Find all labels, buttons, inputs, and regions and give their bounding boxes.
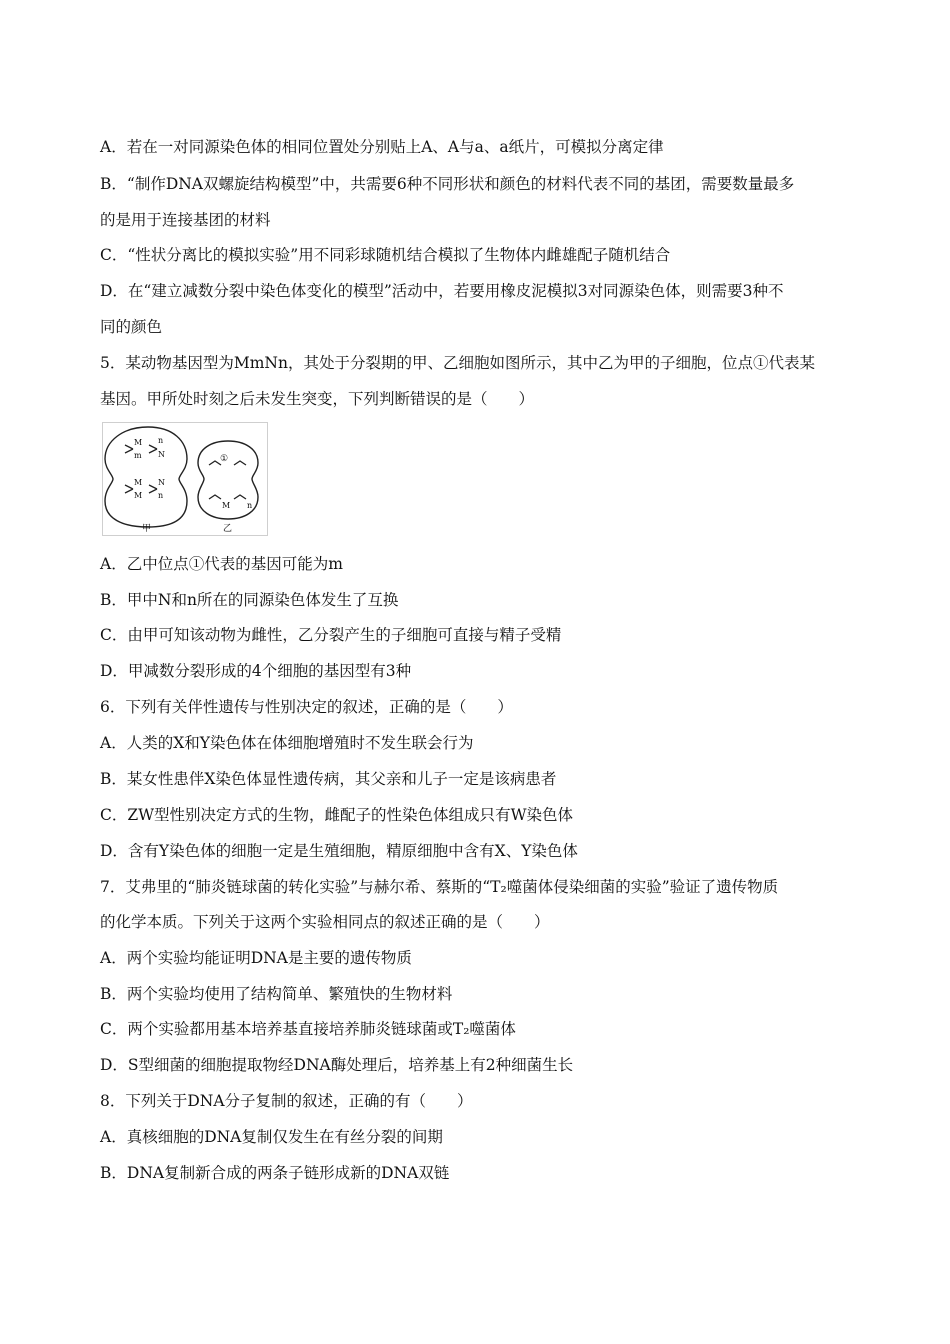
q8-stem: 8．下列关于DNA分子复制的叙述，正确的有（ ）	[100, 1092, 473, 1110]
q7-stem-line1: 7．艾弗里的“肺炎链球菌的转化实验”与赫尔希、蔡斯的“T₂噬菌体侵染细菌的实验”验证了遗传物质	[100, 878, 779, 896]
cell-division-figure	[102, 422, 268, 536]
cell-yi-chromosomes	[209, 461, 246, 499]
q4-option-c: C．“性状分离比的模拟实验”用不同彩球随机结合模拟了生物体内雌雄配子随机结合	[100, 246, 671, 264]
q7-option-a: A．两个实验均能证明DNA是主要的遗传物质	[100, 949, 412, 967]
q6-option-c: C．ZW型性别决定方式的生物，雌配子的性染色体组成只有W染色体	[100, 806, 573, 824]
jia-gene-3: n	[158, 436, 164, 445]
q7-option-b: B．两个实验均使用了结构简单、繁殖快的生物材料	[100, 985, 453, 1003]
q4-option-d-line1: D．在“建立减数分裂中染色体变化的模型”活动中，若要用橡皮泥模拟3对同源染色体，则需要3种不	[100, 282, 784, 300]
q4-option-a: A．若在一对同源染色体的相同位置处分别贴上A、A与a、a纸片，可模拟分离定律	[100, 138, 664, 156]
q5-option-b: B．甲中N和n所在的同源染色体发生了互换	[100, 591, 399, 609]
q6-option-a: A．人类的X和Y染色体在体细胞增殖时不发生联会行为	[100, 734, 474, 752]
q4-option-b-line2: 的是用于连接基团的材料	[100, 211, 271, 229]
q5-option-d: D．甲减数分裂形成的4个细胞的基因型有3种	[100, 662, 412, 680]
cell-jia-label: 甲	[142, 524, 152, 534]
q7-option-c: C．两个实验都用基本培养基直接培养肺炎链球菌或T₂噬菌体	[100, 1020, 516, 1038]
q6-option-d: D．含有Y染色体的细胞一定是生殖细胞，精原细胞中含有X、Y染色体	[100, 842, 578, 860]
q4-option-b-line1: B．“制作DNA双螺旋结构模型”中，共需要6种不同形状和颜色的材料代表不同的基团，需要数量最多	[100, 175, 795, 193]
q4-option-d-line2: 同的颜色	[100, 318, 163, 336]
yi-locus-1: ①	[220, 454, 229, 464]
yi-gene-m: M	[222, 501, 231, 510]
jia-gene-4: N	[158, 450, 165, 459]
q7-stem-line2: 的化学本质。下列关于这两个实验相同点的叙述正确的是（ ）	[100, 913, 550, 931]
q8-option-b: B．DNA复制新合成的两条子链形成新的DNA双链	[100, 1164, 450, 1182]
jia-gene-5: M	[134, 478, 143, 487]
jia-gene-7: N	[158, 478, 165, 487]
jia-gene-8: n	[158, 491, 164, 500]
q6-stem: 6．下列有关伴性遗传与性别决定的叙述，正确的是（ ）	[100, 698, 513, 716]
q5-option-c: C．由甲可知该动物为雌性，乙分裂产生的子细胞可直接与精子受精	[100, 626, 562, 644]
q8-option-a: A．真核细胞的DNA复制仅发生在有丝分裂的间期	[100, 1128, 443, 1146]
yi-gene-n: n	[247, 501, 253, 510]
cell-yi-label: 乙	[223, 524, 233, 534]
jia-gene-1: M	[134, 438, 143, 447]
q5-option-a: A．乙中位点①代表的基因可能为m	[100, 555, 343, 573]
q5-stem-line1: 5．某动物基因型为MmNn，其处于分裂期的甲、乙细胞如图所示，其中乙为甲的子细胞，位点①代表某	[100, 354, 815, 372]
q7-option-d: D．S型细菌的细胞提取物经DNA酶处理后，培养基上有2种细菌生长	[100, 1056, 574, 1074]
q6-option-b: B．某女性患伴X染色体显性遗传病，其父亲和儿子一定是该病患者	[100, 770, 557, 788]
cell-diagram-svg	[103, 423, 267, 535]
jia-gene-6: M	[134, 491, 143, 500]
q5-stem-line2: 基因。甲所处时刻之后未发生突变，下列判断错误的是（ ）	[100, 390, 535, 408]
cell-jia-outline	[105, 427, 187, 527]
jia-gene-2: m	[134, 451, 142, 460]
